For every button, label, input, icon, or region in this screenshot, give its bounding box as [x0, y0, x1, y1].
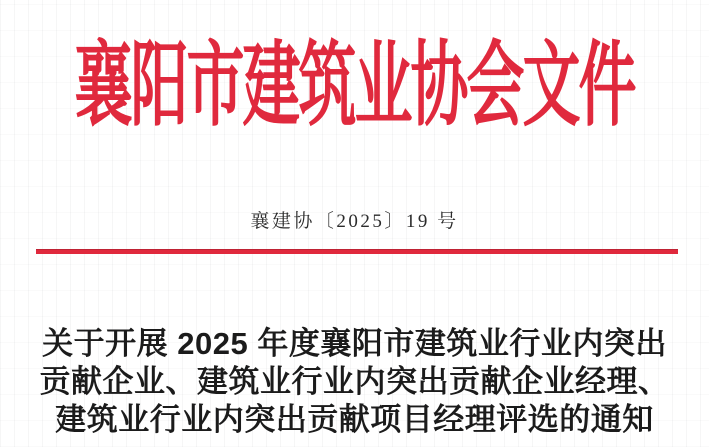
- notice-title-line-1: 关于开展 2025 年度襄阳市建筑业行业内突出: [42, 326, 667, 361]
- red-separator-line: [36, 249, 678, 254]
- masthead-org-title: 襄阳市建筑业协会文件: [74, 33, 635, 138]
- notice-title-line-3: 建筑业行业内突出贡献项目经理评选的通知: [55, 402, 654, 437]
- notice-title: [0, 325, 709, 439]
- document-reference-number: 襄建协〔2025〕19 号: [250, 211, 459, 232]
- notice-title-line-2: 贡献企业、建筑业行业内突出贡献企业经理、: [39, 364, 670, 399]
- document-masthead: [0, 33, 709, 138]
